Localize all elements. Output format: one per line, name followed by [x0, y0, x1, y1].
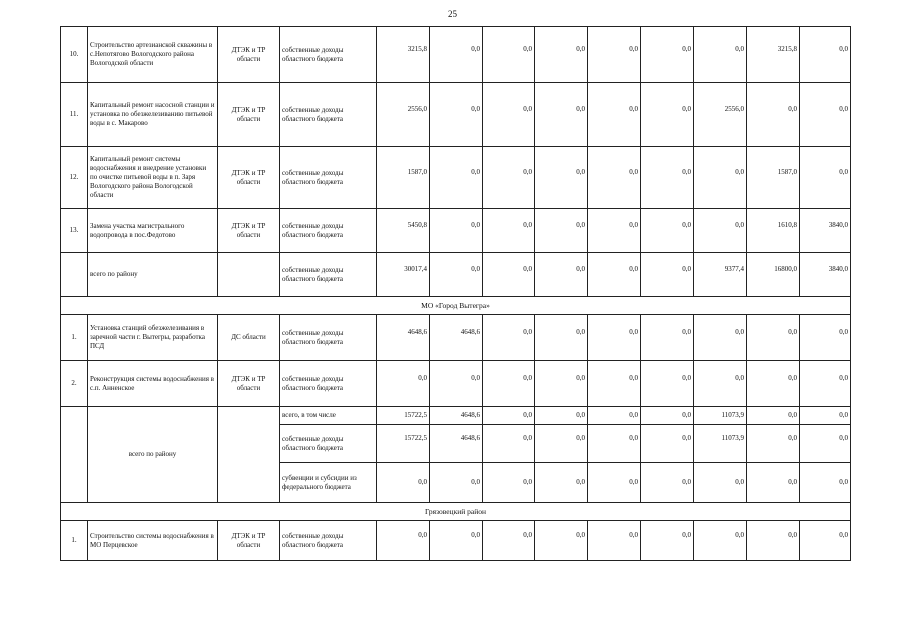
value-text: 0,0	[576, 434, 585, 442]
value-cell	[588, 147, 641, 209]
value-text: 0,0	[629, 411, 638, 419]
value-text: 0,0	[682, 221, 691, 229]
object-name: Установка станций обезжелезивания в заречной части г. Вытегры, разработка ПСД	[88, 315, 218, 361]
value-text: 0,0	[629, 221, 638, 229]
table-row	[61, 521, 851, 561]
executor: ДС области	[218, 315, 280, 361]
value-text: 0,0	[471, 265, 480, 273]
value-text: 0,0	[629, 328, 638, 336]
value-cell	[535, 209, 588, 253]
value-text: 0,0	[523, 374, 532, 382]
value-cell	[535, 27, 588, 83]
value-cell	[800, 253, 851, 297]
value-text: 0,0	[682, 105, 691, 113]
value-cell	[800, 209, 851, 253]
value-text: 0,0	[839, 478, 848, 486]
value-text: 0,0	[418, 374, 427, 382]
object-name: Капитальный ремонт системы водоснабжения и внедрение установки по очистке питьевой воды в п. Заря Вологодского района Вологодской области	[88, 147, 218, 209]
value-cell	[430, 425, 483, 463]
value-cell	[641, 27, 694, 83]
value-cell	[535, 315, 588, 361]
value-text: 0,0	[735, 168, 744, 176]
value-text: 4648,6	[460, 328, 480, 336]
value-text: 15722,5	[404, 411, 427, 419]
value-text: 11073,9	[721, 434, 744, 442]
object-name: Реконструкция системы водоснабжения в с.п. Анненское	[88, 361, 218, 407]
value-text: 5450,8	[407, 221, 427, 229]
value-text: 0,0	[523, 478, 532, 486]
value-cell	[588, 361, 641, 407]
value-text: 0,0	[839, 434, 848, 442]
value-cell	[694, 315, 747, 361]
table-row	[61, 315, 851, 361]
value-text: 0,0	[682, 328, 691, 336]
value-text: 0,0	[839, 374, 848, 382]
value-text: 0,0	[788, 411, 797, 419]
value-cell	[430, 361, 483, 407]
value-text: 1587,0	[407, 168, 427, 176]
funding-source: собственные доходы областного бюджета	[280, 315, 377, 361]
value-text: 3215,8	[407, 45, 427, 53]
value-cell	[430, 27, 483, 83]
value-cell	[535, 361, 588, 407]
value-text: 0,0	[418, 478, 427, 486]
value-text: 0,0	[682, 411, 691, 419]
value-text: 0,0	[629, 478, 638, 486]
funding-source: собственные доходы областного бюджета	[280, 83, 377, 147]
executor: ДТЭК и ТР области	[218, 27, 280, 83]
value-cell	[430, 315, 483, 361]
value-cell	[430, 463, 483, 503]
value-cell	[588, 209, 641, 253]
value-cell	[747, 407, 800, 425]
value-cell	[588, 521, 641, 561]
value-cell	[800, 463, 851, 503]
value-text: 0,0	[682, 45, 691, 53]
value-text: 0,0	[471, 478, 480, 486]
value-text: 0,0	[629, 374, 638, 382]
funding-source: всего, в том числе	[280, 407, 377, 425]
value-cell	[377, 147, 430, 209]
row-number	[61, 407, 88, 503]
value-cell	[694, 407, 747, 425]
value-cell	[430, 253, 483, 297]
executor: ДТЭК и ТР области	[218, 83, 280, 147]
row-number: 2.	[61, 361, 88, 407]
value-text: 0,0	[735, 531, 744, 539]
value-cell	[800, 521, 851, 561]
value-cell	[694, 27, 747, 83]
value-cell	[747, 253, 800, 297]
value-text: 0,0	[576, 45, 585, 53]
value-cell	[377, 407, 430, 425]
value-cell	[483, 361, 535, 407]
section-title: Грязовецкий район	[61, 503, 851, 521]
value-text: 0,0	[682, 265, 691, 273]
section-header-row	[61, 503, 851, 521]
value-text: 0,0	[839, 411, 848, 419]
value-text: 3215,8	[777, 45, 797, 53]
value-cell	[694, 253, 747, 297]
value-text: 0,0	[523, 434, 532, 442]
section-header-row	[61, 297, 851, 315]
value-text: 0,0	[839, 45, 848, 53]
value-text: 0,0	[523, 531, 532, 539]
value-cell	[747, 463, 800, 503]
value-text: 0,0	[682, 478, 691, 486]
value-text: 2556,0	[724, 105, 744, 113]
value-text: 0,0	[576, 168, 585, 176]
executor: ДТЭК и ТР области	[218, 209, 280, 253]
value-cell	[588, 407, 641, 425]
value-text: 0,0	[788, 478, 797, 486]
value-cell	[694, 425, 747, 463]
value-text: 0,0	[682, 374, 691, 382]
value-text: 0,0	[735, 328, 744, 336]
value-cell	[430, 407, 483, 425]
value-cell	[641, 463, 694, 503]
table-row	[61, 407, 851, 425]
row-number: 11.	[61, 83, 88, 147]
value-text: 0,0	[735, 221, 744, 229]
executor	[218, 407, 280, 503]
value-cell	[694, 463, 747, 503]
value-cell	[535, 147, 588, 209]
value-text: 0,0	[788, 434, 797, 442]
value-text: 0,0	[682, 531, 691, 539]
total-label: всего по району	[88, 407, 218, 503]
funding-source: собственные доходы областного бюджета	[280, 209, 377, 253]
value-text: 0,0	[471, 45, 480, 53]
value-text: 0,0	[576, 411, 585, 419]
object-name: Замена участка магистрального водопровода в пос.Федотово	[88, 209, 218, 253]
value-text: 0,0	[523, 45, 532, 53]
value-cell	[747, 209, 800, 253]
value-text: 15722,5	[404, 434, 427, 442]
value-text: 0,0	[576, 328, 585, 336]
value-text: 30017,4	[404, 265, 427, 273]
value-text: 0,0	[523, 411, 532, 419]
value-text: 0,0	[788, 374, 797, 382]
value-text: 0,0	[629, 105, 638, 113]
value-text: 0,0	[839, 105, 848, 113]
value-text: 1587,0	[777, 168, 797, 176]
value-cell	[483, 407, 535, 425]
value-cell	[641, 425, 694, 463]
value-cell	[747, 27, 800, 83]
value-text: 0,0	[576, 374, 585, 382]
value-cell	[535, 83, 588, 147]
total-label: всего по району	[88, 253, 218, 297]
value-cell	[430, 83, 483, 147]
value-cell	[483, 253, 535, 297]
value-text: 2556,0	[407, 105, 427, 113]
value-cell	[641, 209, 694, 253]
program-table	[60, 26, 851, 561]
table-row	[61, 83, 851, 147]
value-text: 0,0	[629, 168, 638, 176]
row-number	[61, 253, 88, 297]
value-text: 4648,6	[460, 411, 480, 419]
value-text: 1610,8	[777, 221, 797, 229]
value-text: 16800,0	[774, 265, 797, 273]
value-text: 4648,6	[407, 328, 427, 336]
value-cell	[377, 83, 430, 147]
section-title: МО «Город Вытегра»	[61, 297, 851, 315]
value-cell	[641, 253, 694, 297]
value-cell	[641, 361, 694, 407]
value-cell	[430, 209, 483, 253]
value-cell	[800, 315, 851, 361]
table-row	[61, 147, 851, 209]
value-cell	[430, 147, 483, 209]
table-row	[61, 361, 851, 407]
value-cell	[377, 425, 430, 463]
value-text: 0,0	[471, 168, 480, 176]
value-text: 0,0	[576, 478, 585, 486]
value-cell	[377, 315, 430, 361]
value-text: 0,0	[523, 265, 532, 273]
value-cell	[483, 425, 535, 463]
value-cell	[483, 209, 535, 253]
value-text: 0,0	[471, 374, 480, 382]
value-text: 0,0	[576, 531, 585, 539]
value-text: 0,0	[788, 105, 797, 113]
value-cell	[694, 209, 747, 253]
value-cell	[641, 315, 694, 361]
value-cell	[641, 83, 694, 147]
value-text: 0,0	[839, 531, 848, 539]
executor: ДТЭК и ТР области	[218, 147, 280, 209]
value-cell	[483, 463, 535, 503]
value-text: 0,0	[735, 478, 744, 486]
value-cell	[800, 27, 851, 83]
value-cell	[694, 521, 747, 561]
value-text: 0,0	[629, 45, 638, 53]
object-name: Строительство системы водоснабжения в МО Перцевское	[88, 521, 218, 561]
value-text: 0,0	[471, 105, 480, 113]
value-cell	[483, 83, 535, 147]
value-cell	[641, 147, 694, 209]
value-text: 0,0	[629, 434, 638, 442]
value-text: 0,0	[788, 531, 797, 539]
value-cell	[800, 425, 851, 463]
row-number: 13.	[61, 209, 88, 253]
funding-source: собственные доходы областного бюджета	[280, 361, 377, 407]
value-cell	[694, 83, 747, 147]
value-cell	[694, 147, 747, 209]
value-cell	[483, 147, 535, 209]
value-cell	[588, 315, 641, 361]
executor	[218, 253, 280, 297]
value-text: 0,0	[735, 45, 744, 53]
executor: ДТЭК и ТР области	[218, 521, 280, 561]
value-text: 0,0	[471, 221, 480, 229]
table-row	[61, 253, 851, 297]
value-cell	[747, 425, 800, 463]
value-cell	[800, 147, 851, 209]
table-row	[61, 27, 851, 83]
value-cell	[641, 521, 694, 561]
value-cell	[588, 463, 641, 503]
value-cell	[483, 27, 535, 83]
value-cell	[535, 425, 588, 463]
executor: ДТЭК и ТР области	[218, 361, 280, 407]
value-cell	[747, 147, 800, 209]
value-cell	[747, 361, 800, 407]
value-cell	[377, 253, 430, 297]
table-row	[61, 209, 851, 253]
value-text: 3840,0	[828, 265, 848, 273]
value-text: 11073,9	[721, 411, 744, 419]
value-cell	[483, 521, 535, 561]
value-cell	[377, 463, 430, 503]
funding-source: субвенции и субсидии из федерального бюджета	[280, 463, 377, 503]
value-cell	[800, 407, 851, 425]
value-cell	[377, 521, 430, 561]
value-text: 0,0	[523, 168, 532, 176]
value-text: 0,0	[523, 105, 532, 113]
value-cell	[588, 253, 641, 297]
value-cell	[430, 521, 483, 561]
value-cell	[535, 407, 588, 425]
object-name: Капитальный ремонт насосной станции и установка по обезжелезиванию питьевой воды в с. Макарово	[88, 83, 218, 147]
value-text: 3840,0	[828, 221, 848, 229]
value-cell	[377, 361, 430, 407]
value-cell	[377, 209, 430, 253]
value-text: 0,0	[682, 168, 691, 176]
value-text: 0,0	[839, 328, 848, 336]
value-text: 9377,4	[724, 265, 744, 273]
row-number: 12.	[61, 147, 88, 209]
value-text: 0,0	[523, 221, 532, 229]
row-number: 10.	[61, 27, 88, 83]
row-number: 1.	[61, 315, 88, 361]
value-cell	[747, 521, 800, 561]
value-text: 0,0	[418, 531, 427, 539]
value-cell	[535, 463, 588, 503]
value-cell	[694, 361, 747, 407]
value-text: 4648,6	[460, 434, 480, 442]
funding-source: собственные доходы областного бюджета	[280, 521, 377, 561]
value-cell	[535, 521, 588, 561]
value-text: 0,0	[576, 105, 585, 113]
value-text: 0,0	[682, 434, 691, 442]
value-cell	[483, 315, 535, 361]
funding-source: собственные доходы областного бюджета	[280, 253, 377, 297]
value-text: 0,0	[788, 328, 797, 336]
value-text: 0,0	[576, 221, 585, 229]
value-cell	[800, 83, 851, 147]
value-text: 0,0	[629, 265, 638, 273]
value-text: 0,0	[576, 265, 585, 273]
value-cell	[641, 407, 694, 425]
value-cell	[747, 315, 800, 361]
funding-source: собственные доходы областного бюджета	[280, 27, 377, 83]
funding-source: собственные доходы областного бюджета	[280, 147, 377, 209]
page-number: 25	[448, 9, 457, 19]
row-number: 1.	[61, 521, 88, 561]
value-cell	[377, 27, 430, 83]
value-cell	[747, 83, 800, 147]
value-cell	[588, 425, 641, 463]
object-name: Строительство артезианской скважины в с.Непотягово Вологодского района Вологодской области	[88, 27, 218, 83]
value-text: 0,0	[523, 328, 532, 336]
value-cell	[800, 361, 851, 407]
value-text: 0,0	[839, 168, 848, 176]
value-text: 0,0	[735, 374, 744, 382]
value-text: 0,0	[471, 531, 480, 539]
value-cell	[535, 253, 588, 297]
value-cell	[588, 83, 641, 147]
value-cell	[588, 27, 641, 83]
value-text: 0,0	[629, 531, 638, 539]
funding-source: собственные доходы областного бюджета	[280, 425, 377, 463]
